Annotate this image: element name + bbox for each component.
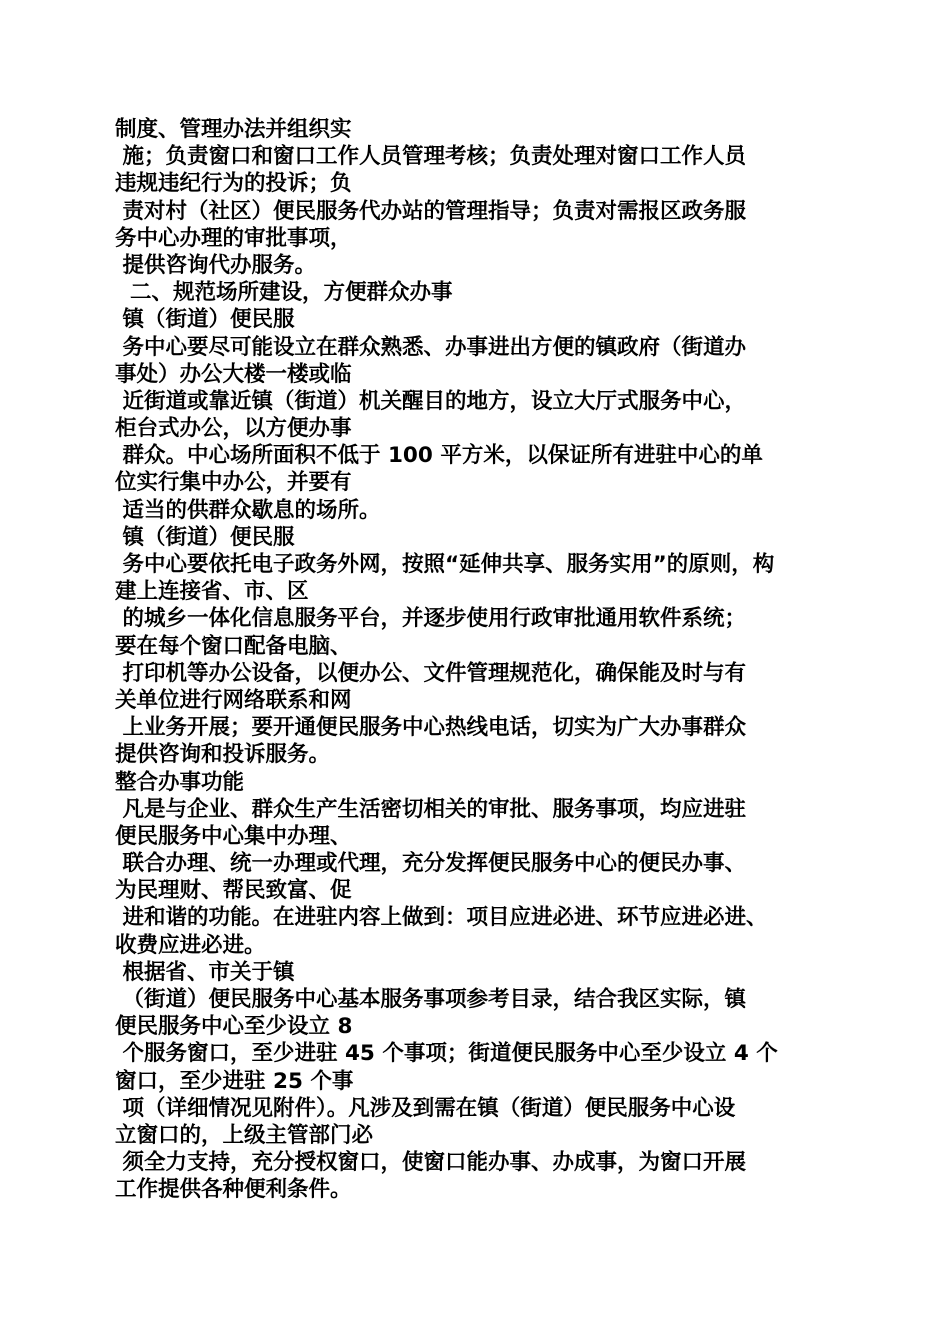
text-line: 群众。中心场所面积不低于 100 平方米，以保证所有进驻中心的单	[115, 443, 763, 469]
text-line: 柜台式办公，以方便办事	[115, 416, 352, 442]
text-line: 违规违纪行为的投诉；负	[115, 171, 352, 197]
text-line: 提供咨询代办服务。	[115, 252, 316, 278]
text-line: 事处）办公大楼一楼或临	[115, 361, 352, 387]
text-line: 须全力支持，充分授权窗口，使窗口能办事、办成事，为窗口开展	[115, 1150, 746, 1176]
text-line: 关单位进行网络联系和网	[115, 687, 352, 713]
text-line: 窗口，至少进驻 25 个事	[115, 1068, 354, 1094]
text-line: 根据省、市关于镇	[115, 959, 295, 985]
text-line: 务中心要依托电子政务外网，按照“延伸共享、服务实用”的原则，构	[115, 552, 775, 577]
text-line: 责对村（社区）便民服务代办站的管理指导；负责对需报区政务服	[115, 198, 746, 224]
text-line: 为民理财、帮民致富、促	[115, 878, 352, 904]
text-line: 提供咨询和投诉服务。	[115, 742, 331, 768]
text-line: 近街道或靠近镇（街道）机关醒目的地方，设立大厅式服务中心，	[115, 388, 746, 414]
text-line: 打印机等办公设备，以便办公、文件管理规范化，确保能及时与有	[115, 660, 746, 686]
text-line: 要在每个窗口配备电脑、	[115, 633, 352, 659]
text-line: 二、规范场所建设，方便群众办事	[115, 280, 453, 306]
text-line: 凡是与企业、群众生产生活密切相关的审批、服务事项，均应进驻	[115, 796, 746, 822]
text-line: 收费应进必进。	[115, 932, 266, 958]
text-line: 个服务窗口，至少进驻 45 个事项；街道便民服务中心至少设立 4 个	[115, 1041, 778, 1067]
text-line: 位实行集中办公，并要有	[115, 470, 352, 496]
text-line: 整合办事功能	[115, 769, 245, 795]
text-line: 联合办理、统一办理或代理，充分发挥便民服务中心的便民办事、	[115, 851, 746, 877]
text-line: 镇（街道）便民服	[115, 307, 295, 333]
text-line: 适当的供群众歇息的场所。	[115, 497, 381, 523]
text-line: 工作提供各种便利条件。	[115, 1177, 352, 1203]
text-line: 务中心要尽可能设立在群众熟悉、办事进出方便的镇政府（街道办	[115, 334, 746, 360]
text-line: 镇（街道）便民服	[115, 524, 295, 550]
text-line: 建上连接省、市、区	[115, 579, 309, 605]
text-line: 务中心办理的审批事项，	[115, 225, 352, 251]
text-line: 便民服务中心集中办理、	[115, 823, 352, 849]
document-body	[115, 116, 835, 1204]
text-line: 上业务开展；要开通便民服务中心热线电话，切实为广大办事群众	[115, 715, 746, 741]
text-line: （街道）便民服务中心基本服务事项参考目录，结合我区实际，镇	[115, 987, 746, 1012]
text-line: 项（详细情况见附件）。凡涉及到需在镇（街道）便民服务中心设	[115, 1095, 736, 1121]
text-line: 制度、管理办法并组织实	[115, 117, 352, 142]
text-line: 便民服务中心至少设立 8	[115, 1014, 353, 1040]
text-line: 施；负责窗口和窗口工作人员管理考核；负责处理对窗口工作人员	[115, 144, 746, 170]
text-line: 的城乡一体化信息服务平台，并逐步使用行政审批通用软件系统；	[115, 606, 746, 632]
text-line: 进和谐的功能。在进驻内容上做到：项目应进必进、环节应进必进、	[115, 905, 768, 931]
text-line: 立窗口的，上级主管部门必	[115, 1122, 374, 1148]
